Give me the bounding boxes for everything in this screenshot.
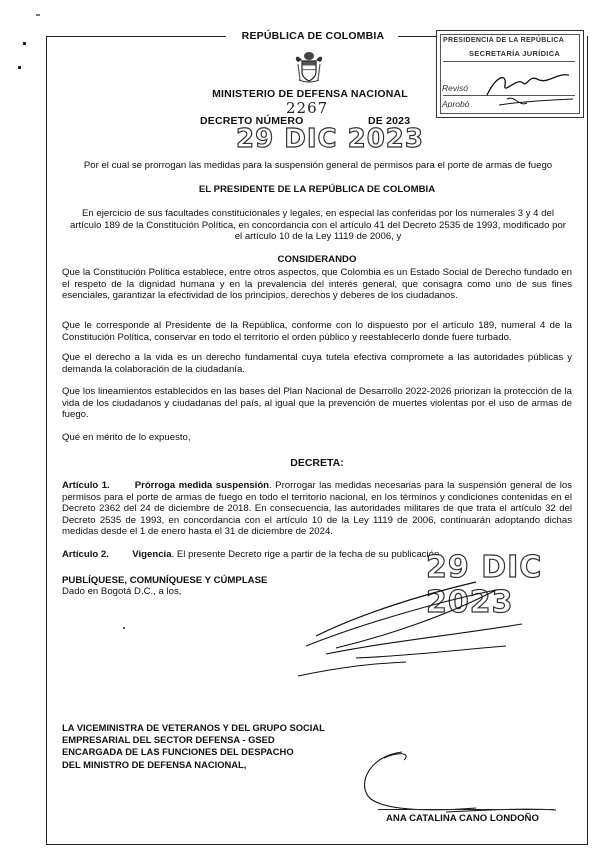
- article-1-label: Artículo 1.: [62, 480, 110, 491]
- stamp-revised-label: Revisó: [442, 83, 468, 93]
- scan-mark: [23, 42, 26, 45]
- president-heading: EL PRESIDENTE DE LA REPÚBLICA DE COLOMBIA: [198, 184, 436, 195]
- article-2-text: . El presente Decreto rige a partir de la fecha de su publicación.: [171, 549, 442, 560]
- considerando-heading: CONSIDERANDO: [277, 254, 357, 265]
- decree-label: DECRETO NÚMERO: [200, 115, 304, 127]
- stamp-approved-label: Aprobó: [442, 99, 470, 109]
- decree-subject: Por el cual se prorrogan las medidas para la suspensión general de permisos para el porte de armas de fuego: [83, 160, 553, 171]
- article-2-title: Vigencia: [132, 549, 172, 560]
- consideration-4: Que los lineamientos establecidos en las bases del Plan Nacional de Desarrollo 2022-2026 priorizan la protección de la vida de los ciudadanos y ciudadanas del país, al igual que la prevención de muertes violentas por el uso de armas de fuego.: [62, 386, 572, 421]
- signature-line: [378, 809, 554, 810]
- date-stamp: 29 DIC 2023: [236, 124, 424, 154]
- consideration-2: Que le corresponde al Presidente de la República, conforme con lo dispuesto por el artículo 189, numeral 4 de la Constitución Política, conservar en todo el territorio el orden público y reestablecerlo donde fuere turbado.: [62, 320, 572, 343]
- coat-of-arms: [294, 50, 324, 84]
- ministry-title: MINISTERIO DE DEFENSA NACIONAL: [212, 88, 408, 100]
- closing-date-stamp: 29 DIC 2023: [426, 550, 543, 620]
- merit-line: Qué en mérito de lo expuesto,: [62, 432, 191, 443]
- article-1-title: Prórroga medida suspensión: [134, 480, 270, 491]
- article-1-text: . Prorrogar las medidas necesarias para la suspensión general de los permisos para el porte de armas de fuego en todo el territorio nacional, en los términos y condiciones contenidas en el Decreto 2362 del 24 de diciembre de 2018. En consecuencia, las autoridades militares de que trata el artículo 32 del Decreto 2535 de 1993, en concordancia con el artículo 10 de la Ley 1119 de 2006, continuarán adoptando dichas medidas desde el 1 de enero hasta el 31 de diciembre de 2024.: [62, 480, 573, 538]
- scan-mark: [18, 66, 21, 69]
- consideration-3: Que el derecho a la vida es un derecho fundamental cuya tutela efectiva compromete a las autoridades públicas y demanda la colaboración de la ciudadanía.: [62, 352, 572, 375]
- decree-year: DE 2023: [368, 115, 411, 127]
- stamp-initials-signature: [477, 65, 577, 111]
- stamp-line-presidency: PRESIDENCIA DE LA REPÚBLICA: [443, 37, 565, 44]
- signatory-block: [62, 722, 325, 771]
- article-2-label: Artículo 2.: [62, 549, 109, 560]
- signatory-line-2: EMPRESARIAL DEL SECTOR DEFENSA - GSED: [62, 734, 275, 746]
- article-1: [62, 480, 572, 538]
- header-rule-right: [398, 36, 436, 37]
- powers-paragraph: En ejercicio de sus facultades constitucionales y legales, en especial las conferidas por los numerales 3 y 4 del artículo 189 de la Constitución Política, en concordancia con el artículo 41 del Decreto 2535 de 1993, modificado por el artículo 10 de la Ley 1119 de 2006, y: [70, 208, 566, 243]
- signatory-line-3: ENCARGADA DE LAS FUNCIONES DEL DESPACHO: [62, 746, 294, 758]
- stamp-line-secretariat: SECRETARÍA JURÍDICA: [469, 49, 561, 58]
- publish-line: PUBLÍQUESE, COMUNÍQUESE Y CÚMPLASE: [62, 575, 268, 586]
- approval-stamp: [436, 30, 584, 118]
- scan-mark: [36, 14, 40, 16]
- given-at-line: Dado en Bogotá D.C., a los,: [62, 586, 182, 597]
- scan-dot: [123, 627, 125, 629]
- header-rule-left: [46, 36, 226, 37]
- decree-number-handwritten: 2267: [286, 99, 329, 117]
- signatory-name: ANA CATALINA CANO LONDOÑO: [386, 813, 539, 824]
- signatory-line-1: LA VICEMINISTRA DE VETERANOS Y DEL GRUPO SOCIAL: [62, 722, 325, 733]
- country-title: REPÚBLICA DE COLOMBIA: [241, 30, 385, 42]
- decreta-heading: DECRETA:: [290, 457, 344, 469]
- president-signature: [296, 576, 536, 686]
- signatory-line-4: DEL MINISTRO DE DEFENSA NACIONAL,: [62, 758, 247, 770]
- consideration-1: Que la Constitución Política establece, entre otros aspectos, que Colombia es un Estado Social de Derecho fundado en el respeto de la dignidad humana y en la prevalencia del interés general, que consagra como uno de sus fines esenciales, garantizar la efectividad de los principios, derechos y deberes de los ciudadanos.: [62, 267, 572, 302]
